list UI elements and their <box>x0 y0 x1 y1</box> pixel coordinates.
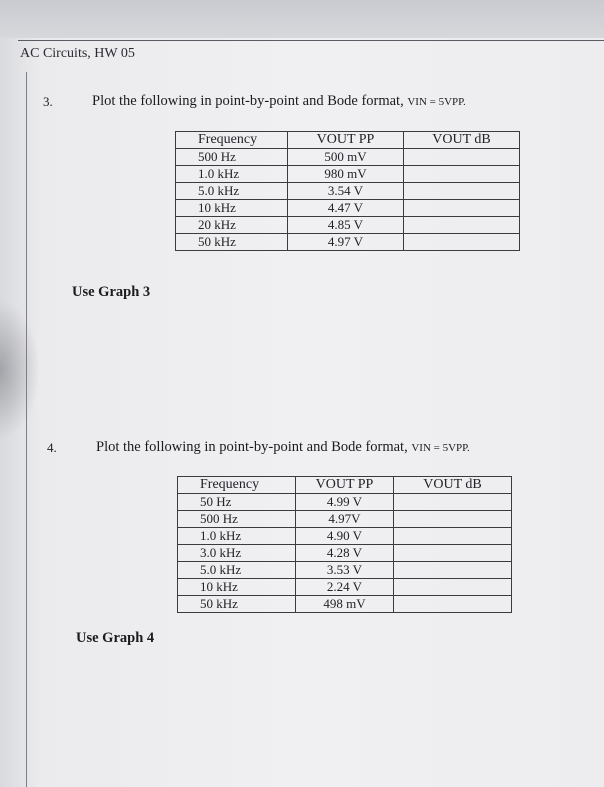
table-row <box>176 234 520 251</box>
margin-line <box>26 72 27 787</box>
freq-cell: 50 kHz <box>176 234 288 251</box>
page-title: AC Circuits, HW 05 <box>20 46 135 61</box>
table-row <box>178 511 512 528</box>
vout-db-cell[interactable] <box>394 545 512 562</box>
problem-4-table <box>177 476 512 613</box>
freq-cell: 50 kHz <box>178 596 296 613</box>
table-row <box>178 562 512 579</box>
vout-pp-cell: 4.99 V <box>296 494 394 511</box>
freq-cell: 10 kHz <box>176 200 288 217</box>
freq-cell: 5.0 kHz <box>176 183 288 200</box>
table-header-row <box>176 132 520 149</box>
header-rule <box>18 40 604 41</box>
vout-pp-cell: 3.53 V <box>296 562 394 579</box>
table-row <box>178 579 512 596</box>
freq-cell: 5.0 kHz <box>178 562 296 579</box>
vout-db-cell[interactable] <box>404 217 520 234</box>
vout-pp-cell: 980 mV <box>288 166 404 183</box>
col-vout-db-header: VOUT dB <box>404 132 520 149</box>
freq-cell: 10 kHz <box>178 579 296 596</box>
freq-cell: 1.0 kHz <box>178 528 296 545</box>
problem-4-graph-note: Use Graph 4 <box>76 630 155 646</box>
vout-pp-cell: 4.47 V <box>288 200 404 217</box>
problem-4-vin: VIN = 5VPP. <box>411 442 470 454</box>
problem-3-vin: VIN = 5VPP. <box>407 96 466 108</box>
freq-cell: 50 Hz <box>178 494 296 511</box>
table-row <box>176 166 520 183</box>
vout-db-cell[interactable] <box>404 149 520 166</box>
problem-3-text: Plot the following in point-by-point and Bode format, <box>92 93 404 109</box>
vout-pp-cell: 4.28 V <box>296 545 394 562</box>
col-frequency-header: Frequency <box>176 132 288 149</box>
problem-4-text: Plot the following in point-by-point and Bode format, <box>96 439 408 455</box>
vout-pp-cell: 2.24 V <box>296 579 394 596</box>
freq-cell: 500 Hz <box>178 511 296 528</box>
problem-3-number: 3. <box>43 94 53 109</box>
vout-pp-cell: 500 mV <box>288 149 404 166</box>
problem-3-prompt <box>92 93 466 110</box>
table-header-row <box>178 477 512 494</box>
problem-4-number: 4. <box>47 440 57 455</box>
freq-cell: 1.0 kHz <box>176 166 288 183</box>
col-vout-pp-header: VOUT PP <box>288 132 404 149</box>
table-row <box>176 217 520 234</box>
vout-pp-cell: 498 mV <box>296 596 394 613</box>
freq-cell: 3.0 kHz <box>178 545 296 562</box>
vout-db-cell[interactable] <box>394 494 512 511</box>
col-vout-db-header: VOUT dB <box>394 477 512 494</box>
page-shadow <box>0 300 40 440</box>
vout-db-cell[interactable] <box>404 166 520 183</box>
problem-4-prompt <box>96 439 470 456</box>
table-row <box>176 200 520 217</box>
freq-cell: 500 Hz <box>176 149 288 166</box>
vout-db-cell[interactable] <box>394 596 512 613</box>
vout-pp-cell: 4.97 V <box>288 234 404 251</box>
vout-db-cell[interactable] <box>404 200 520 217</box>
table-row <box>176 183 520 200</box>
vout-pp-cell: 3.54 V <box>288 183 404 200</box>
table-row <box>178 596 512 613</box>
table-row <box>178 494 512 511</box>
col-frequency-header: Frequency <box>178 477 296 494</box>
vout-db-cell[interactable] <box>404 234 520 251</box>
vout-db-cell[interactable] <box>394 562 512 579</box>
vout-db-cell[interactable] <box>404 183 520 200</box>
table-row <box>178 545 512 562</box>
vout-db-cell[interactable] <box>394 579 512 596</box>
vout-db-cell[interactable] <box>394 528 512 545</box>
problem-3-table <box>175 131 520 251</box>
table-row <box>178 528 512 545</box>
vout-pp-cell: 4.90 V <box>296 528 394 545</box>
vout-pp-cell: 4.97V <box>296 511 394 528</box>
problem-3-graph-note: Use Graph 3 <box>72 284 151 300</box>
table-row <box>176 149 520 166</box>
vout-db-cell[interactable] <box>394 511 512 528</box>
col-vout-pp-header: VOUT PP <box>296 477 394 494</box>
freq-cell: 20 kHz <box>176 217 288 234</box>
vout-pp-cell: 4.85 V <box>288 217 404 234</box>
